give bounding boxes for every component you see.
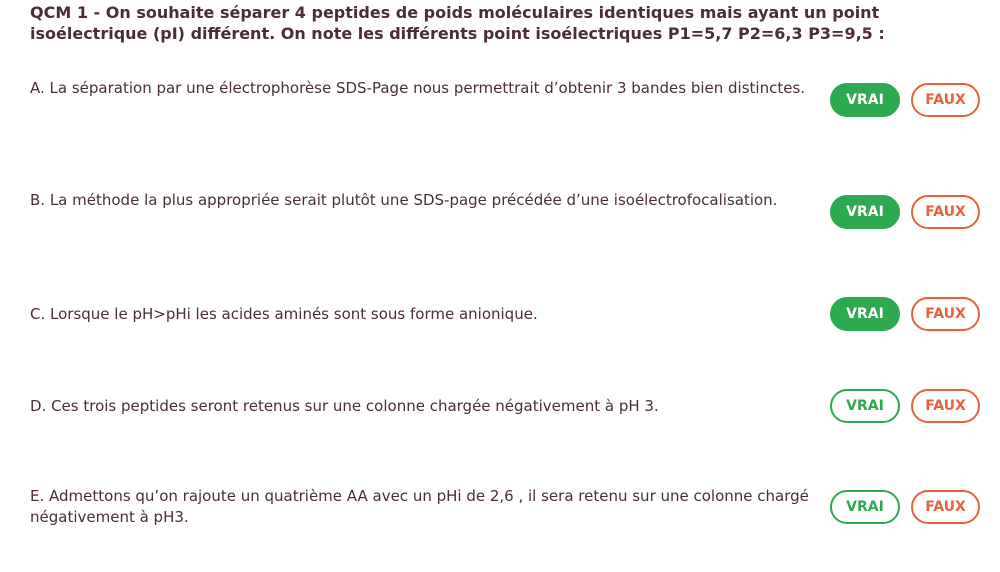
vrai-button-c[interactable]: VRAI bbox=[830, 297, 900, 331]
answer-item-a bbox=[30, 77, 980, 121]
faux-button-a[interactable]: FAUX bbox=[911, 83, 980, 117]
faux-button-e[interactable]: FAUX bbox=[911, 490, 980, 524]
faux-button-b[interactable]: FAUX bbox=[911, 195, 980, 229]
answer-item-e bbox=[30, 485, 980, 529]
answer-item-c bbox=[30, 297, 980, 333]
answer-text-e: E. Admettons qu’on rajoute un quatrième AA avec un pHi de 2,6 , il sera retenu sur une colonne chargé négativement à pH3. bbox=[30, 487, 809, 526]
answer-item-b bbox=[30, 190, 980, 234]
answer-item-d bbox=[30, 389, 980, 425]
faux-button-d[interactable]: FAUX bbox=[911, 389, 980, 423]
vrai-button-d[interactable]: VRAI bbox=[830, 389, 900, 423]
answer-text-b: B. La méthode la plus appropriée serait plutôt une SDS-page précédée d’une isoélectrofocalisation. bbox=[30, 191, 778, 209]
answer-text-d: D. Ces trois peptides seront retenus sur une colonne chargée négativement à pH 3. bbox=[30, 397, 659, 415]
vrai-button-b[interactable]: VRAI bbox=[830, 195, 900, 229]
faux-button-c[interactable]: FAUX bbox=[911, 297, 980, 331]
vrai-button-a[interactable]: VRAI bbox=[830, 83, 900, 117]
answer-text-c: C. Lorsque le pH>pHi les acides aminés sont sous forme anionique. bbox=[30, 305, 538, 323]
question-title: QCM 1 - On souhaite séparer 4 peptides de poids moléculaires identiques mais ayant un point isoélectrique (pI) différent. On note les différents point isoélectriques P1=5,7 P2=6,3 P3=9,5 : bbox=[30, 3, 885, 43]
vrai-button-e[interactable]: VRAI bbox=[830, 490, 900, 524]
answer-text-a: A. La séparation par une électrophorèse SDS-Page nous permettrait d’obtenir 3 bandes bien distinctes. bbox=[30, 79, 806, 97]
